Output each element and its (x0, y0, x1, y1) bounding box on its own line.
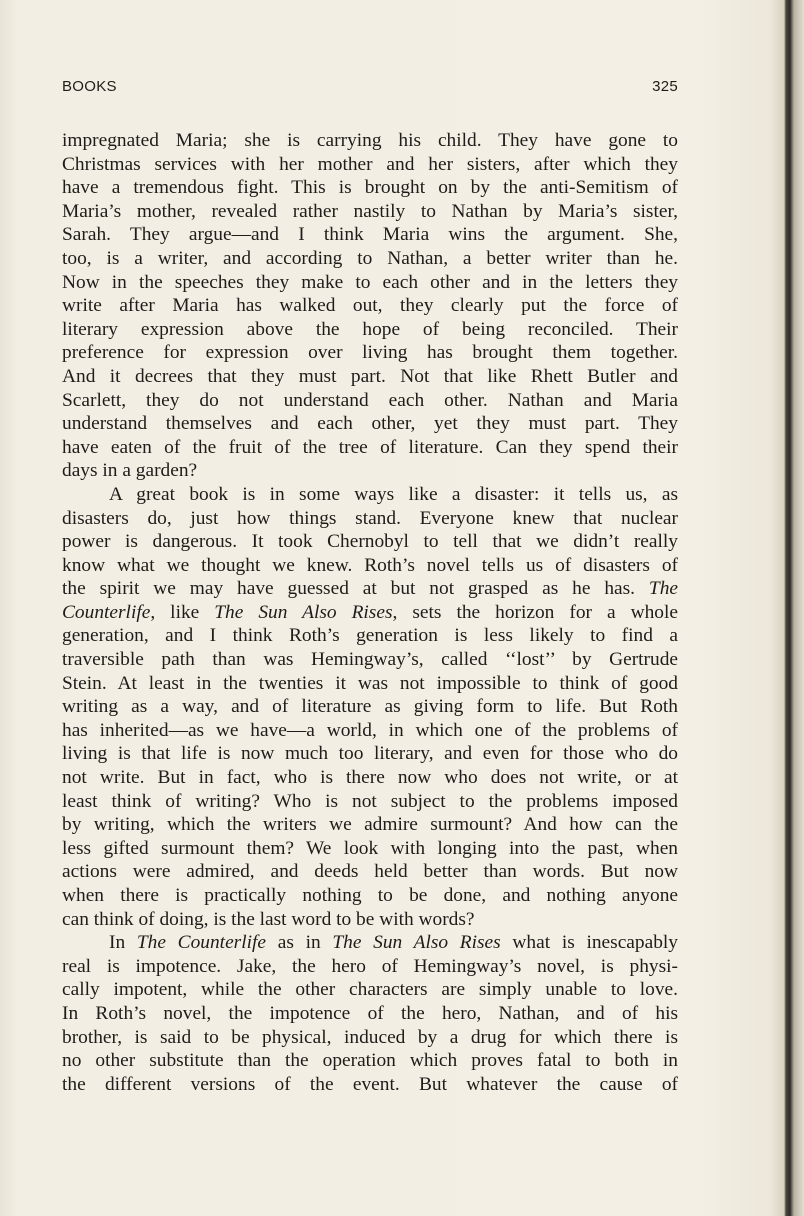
text-line: Scarlett, they do not understand each other. Nathan and Maria (62, 389, 678, 411)
text-line: understand themselves and each other, yet they must part. They (62, 413, 678, 435)
text-line: real is impotence. Jake, the hero of Hemingway’s novel, is physi- (62, 955, 678, 977)
text-line: write after Maria has walked out, they clearly put the force of (62, 295, 678, 317)
text-line: Sarah. They argue—and I think Maria wins the argument. She, (62, 224, 678, 246)
text-line: actions were admired, and deeds held better than words. But now (62, 861, 678, 883)
italic-title: The Counterlife (136, 932, 266, 954)
section-title: BOOKS (62, 78, 117, 95)
italic-title: The Sun Also Rises (214, 601, 393, 623)
text-line: least think of writing? Who is not subject to the problems imposed (62, 790, 678, 812)
italic-title: Counterlife (62, 601, 151, 623)
text-line: too, is a writer, and according to Nathan, a better writer than he. (62, 247, 678, 269)
italic-title: The Sun Also Rises (332, 932, 501, 954)
text-segment: In (109, 932, 137, 954)
italic-title: The (648, 578, 678, 600)
text-line: Stein. At least in the twenties it was not impossible to think of good (62, 672, 678, 694)
text-line: days in a garden? (62, 460, 198, 482)
text-line (62, 577, 678, 601)
text-segment: what is inescapably (500, 932, 678, 954)
text-line: no other substitute than the operation which proves fatal to both in (62, 1050, 678, 1072)
text-line: literary expression above the hope of being reconciled. Their (62, 318, 678, 340)
text-line: less gifted surmount them? We look with longing into the past, when (62, 837, 678, 859)
text-line: power is dangerous. It took Chernobyl to tell that we didn’t really (62, 531, 678, 553)
text-line: cally impotent, while the other characters are simply unable to love. (62, 979, 678, 1001)
text-line: A great book is in some ways like a disaster: it tells us, as (109, 483, 678, 505)
text-line: traversible path than was Hemingway’s, called ‘‘lost’’ by Gertrude (62, 649, 678, 671)
text-line: have eaten of the fruit of the tree of literature. Can they spend their (62, 436, 678, 458)
page-number: 325 (652, 78, 678, 95)
text-segment: , like (150, 601, 215, 623)
text-line: by writing, which the writers we admire surmount? And how can the (62, 814, 678, 836)
text-segment: the spirit we may have guessed at but not grasped as he has. (62, 578, 649, 600)
text-line: have a tremendous fight. This is brought on by the anti-Semitism of (62, 177, 678, 199)
text-line: In Roth’s novel, the impotence of the hero, Nathan, and of his (62, 1002, 678, 1024)
text-line: disasters do, just how things stand. Everyone knew that nuclear (62, 507, 678, 529)
text-line: Maria’s mother, revealed rather nastily to Nathan by Maria’s sister, (62, 200, 678, 222)
text-line: generation, and I think Roth’s generation is less likely to find a (62, 625, 678, 647)
text-line: when there is practically nothing to be done, and nothing anyone (62, 885, 678, 906)
text-line: has inherited—as we have—a world, in which one of the problems of (62, 719, 678, 741)
text-line (62, 931, 678, 955)
text-line (62, 601, 678, 625)
text-line: Christmas services with her mother and her sisters, after which they (62, 153, 678, 175)
text-line: living is that life is now much too literary, and even for those who do (62, 743, 678, 765)
text-line: know what we thought we knew. Roth’s novel tells us of disasters of (62, 554, 678, 576)
text-line: can think of doing, is the last word to be with words? (62, 908, 475, 930)
text-line: not write. But in fact, who is there now who does not write, or at (62, 767, 678, 789)
text-line: the different versions of the event. But whatever the cause of (62, 1073, 678, 1095)
text-line: impregnated Maria; she is carrying his child. They have gone to (62, 130, 678, 151)
text-line: Now in the speeches they make to each other and in the letters they (62, 271, 678, 293)
body-text (62, 129, 678, 1096)
text-line: preference for expression over living has brought them together. (62, 342, 678, 364)
text-segment: as in (266, 932, 333, 954)
text-line: writing as a way, and of literature as giving form to life. But Roth (62, 696, 678, 718)
running-header (62, 78, 678, 100)
text-segment: , sets the horizon for a whole (392, 601, 678, 623)
text-line: brother, is said to be physical, induced by a drug for which there is (62, 1026, 678, 1048)
text-line: And it decrees that they must part. Not that like Rhett Butler and (62, 365, 678, 387)
